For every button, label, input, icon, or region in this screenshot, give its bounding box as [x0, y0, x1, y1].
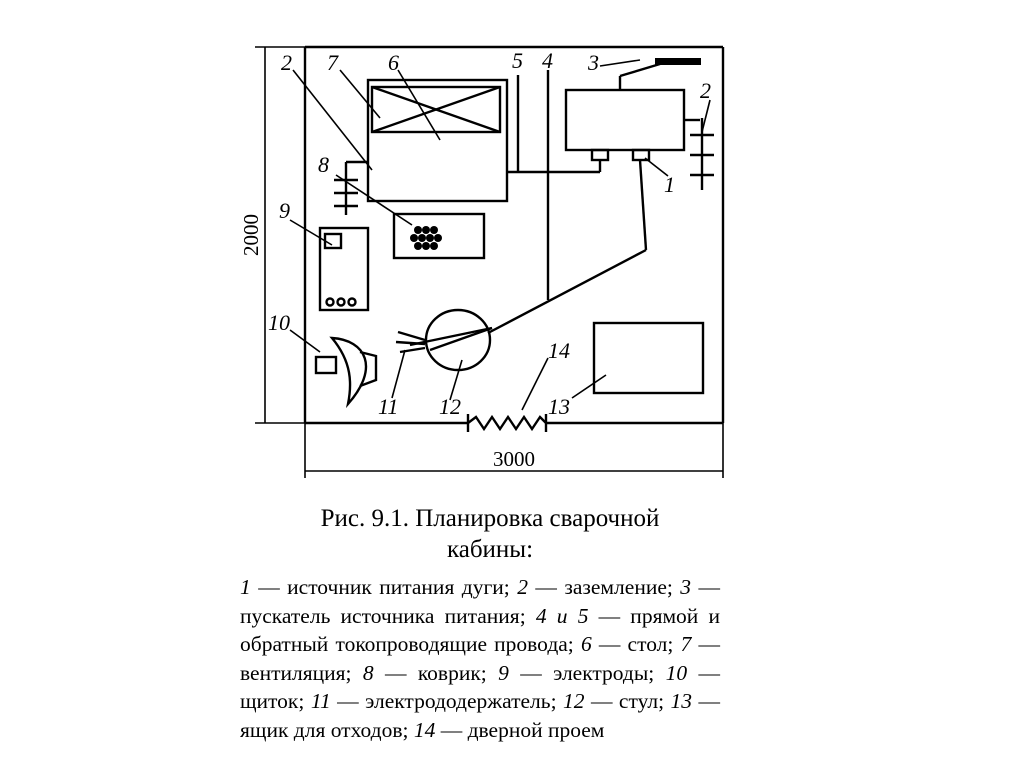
dimension-width-label: 3000 [493, 447, 535, 471]
legend-item-text: — коврик; [373, 660, 499, 685]
electrodes-box [320, 228, 368, 310]
legend-item-text: — стул; [584, 689, 671, 714]
legend-item-text: — заземление; [527, 575, 681, 599]
label-11: 11 [378, 394, 399, 419]
doorway [468, 414, 546, 432]
label-8: 8 [318, 152, 329, 177]
legend-item-number: 13 [670, 689, 693, 714]
legend-item-number: 1 [240, 575, 251, 599]
legend-item-number: 9 [498, 660, 509, 685]
legend-item-text: — прямой и обратный токопроводящие провода; [240, 603, 720, 657]
caption-line-2: кабины: [446, 536, 534, 563]
legend-item [563, 689, 671, 713]
legend-item-text: — электроды; [508, 660, 666, 685]
label-2-right: 2 [700, 78, 711, 103]
label-10: 10 [268, 310, 290, 335]
label-5: 5 [512, 48, 523, 73]
welding-shield [316, 338, 376, 404]
figure-legend [240, 573, 720, 745]
starter [620, 58, 701, 90]
legend-item-number: 11 [310, 689, 331, 714]
legend-item-number: 6 [580, 632, 592, 657]
legend-item [581, 632, 681, 656]
legend-item [498, 661, 666, 685]
legend-item-text: — источник питания дуги; [250, 575, 518, 599]
label-13: 13 [548, 394, 570, 419]
legend-item [311, 689, 563, 713]
legend-item-text: — электрододержатель; [330, 689, 563, 714]
legend-item-number: 8 [362, 660, 374, 685]
legend-item-number: 4 и 5 [535, 603, 589, 628]
label-4: 4 [542, 48, 553, 73]
label-3: 3 [588, 50, 599, 75]
label-14: 14 [548, 338, 570, 363]
legend-item-text: — стол; [591, 632, 681, 657]
legend-item-number: 3 [680, 575, 692, 599]
legend-item-number: 10 [665, 660, 688, 685]
grounding-left [334, 162, 368, 215]
label-7: 7 [327, 50, 338, 75]
legend-item-number: 7 [680, 632, 692, 657]
legend-item [414, 718, 605, 742]
waste-box [594, 323, 703, 393]
power-source [566, 90, 700, 160]
mat [394, 214, 484, 258]
label-1: 1 [664, 172, 675, 197]
legend-item-text: — ящик для отходов; [240, 689, 721, 742]
figure-caption [240, 503, 740, 565]
legend-item-number: 14 [413, 717, 436, 742]
legend-item-text: — щиток; [240, 660, 721, 714]
caption-line-1: Рис. 9.1. Планировка сварочной [320, 505, 660, 532]
legend-item [240, 575, 517, 599]
legend-item-text: — пускатель источника питания; [240, 575, 720, 628]
electrode-holder [396, 328, 492, 352]
legend-item-text: — вентиляция; [240, 632, 721, 685]
legend-item-number: 2 [517, 575, 528, 599]
label-6: 6 [388, 50, 399, 75]
legend-item-number: 12 [563, 689, 585, 714]
legend-item-text: — дверной проем [435, 717, 605, 742]
legend-item [363, 661, 498, 685]
table [368, 80, 507, 201]
label-12: 12 [439, 394, 461, 419]
label-2-left: 2 [281, 50, 292, 75]
label-9: 9 [279, 198, 290, 223]
legend-item [517, 575, 680, 599]
dimension-height-label: 2000 [239, 214, 263, 256]
